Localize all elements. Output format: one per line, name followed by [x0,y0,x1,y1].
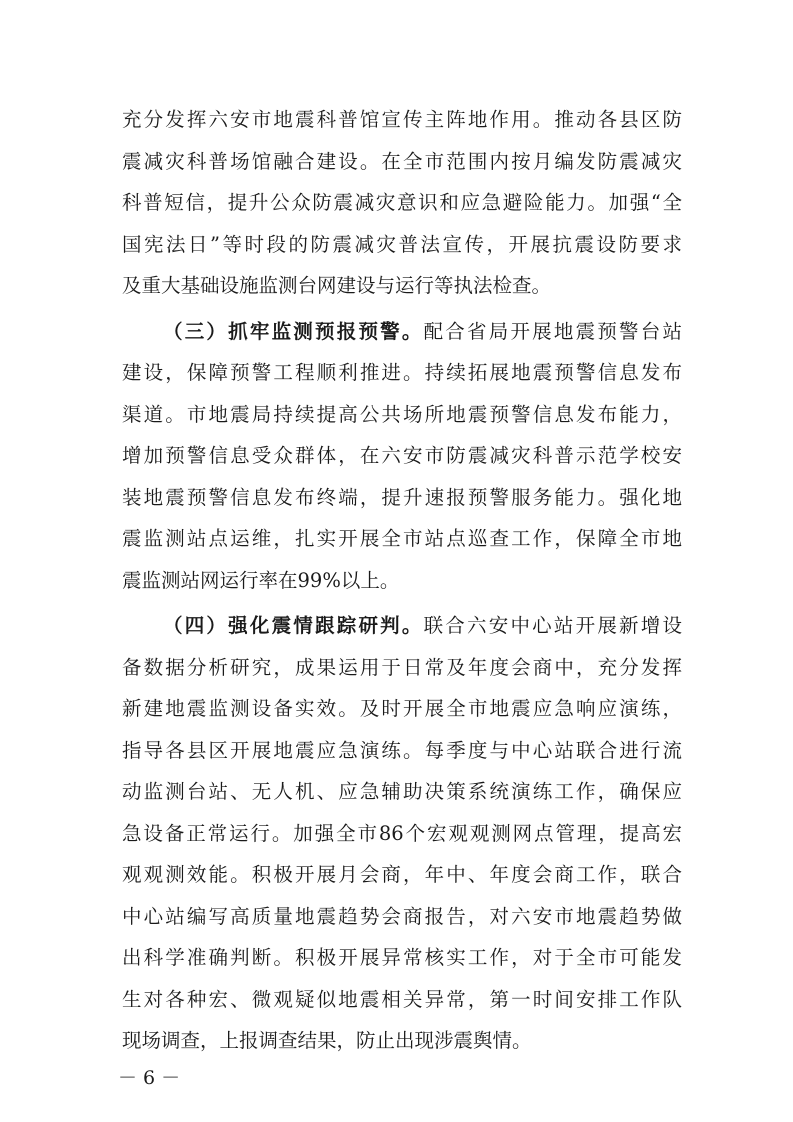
body-text-line: 国宪法日”等时段的防震减灾普法宣传，开展抗震设防要求 [122,233,682,256]
body-text-line: 出科学准确判断。积极开展异常核实工作，对于全市可能发 [122,946,682,969]
section-first-line [163,604,682,648]
body-text-line: 渠道。市地震局持续提高公共场所地震预警信息发布能力， [122,403,682,426]
body-text-line: 震监测站点运维，扎实开展全市站点巡查工作，保障全市地 [122,527,682,550]
body-text-line: 充分发挥六安市地震科普馆宣传主阵地作用。推动各县区防 [122,108,682,131]
body-text-line: 中心站编写高质量地震趋势会商报告，对六安市地震趋势做 [122,905,682,928]
body-text-line: 急设备正常运行。加强全市86个宏观观测网点管理，提高宏 [122,822,682,845]
section-heading: （三）抓牢监测预报预警。 [163,320,424,343]
body-text-line: 指导各县区开展地震应急演练。每季度与中心站联合进行流 [122,739,682,762]
body-text-line: 观观测效能。积极开展月会商，年中、年度会商工作，联合 [122,863,682,886]
body-text-fragment: 联合六安中心站开展新增设 [423,614,682,637]
body-text-line: 震监测站网运行率在99%以上。 [122,569,400,592]
section-first-line [163,310,682,354]
body-text-line: 及重大基础设施监测台网建设与运行等执法检查。 [122,274,552,297]
body-text-line: 生对各种宏、微观疑似地震相关异常，第一时间安排工作队 [122,988,682,1011]
body-text-line: 现场调查，上报调查结果，防止出现涉震舆情。 [122,1029,532,1052]
body-text-line: 新建地震监测设备实效。及时开展全市地震应急响应演练， [122,697,682,720]
body-text-line: 动监测台站、无人机、应急辅助决策系统演练工作，确保应 [122,780,682,803]
body-text-line: 震减灾科普场馆融合建设。在全市范围内按月编发防震减灾 [122,150,682,173]
body-text-line: 备数据分析研究，成果运用于日常及年度会商中，充分发挥 [122,656,682,679]
body-text-line: 建设，保障预警工程顺利推进。持续拓展地震预警信息发布 [122,361,682,384]
body-text-line: 科普短信，提升公众防震减灾意识和应急避险能力。加强“全 [122,191,682,214]
page-number: － 6 － [118,1067,181,1089]
section-heading: （四）强化震情跟踪研判。 [163,614,424,637]
body-text-line: 装地震预警信息发布终端，提升速报预警服务能力。强化地 [122,486,682,509]
body-text-fragment: 配合省局开展地震预警台站 [423,320,682,343]
body-text-line: 增加预警信息受众群体，在六安市防震减灾科普示范学校安 [122,444,682,467]
